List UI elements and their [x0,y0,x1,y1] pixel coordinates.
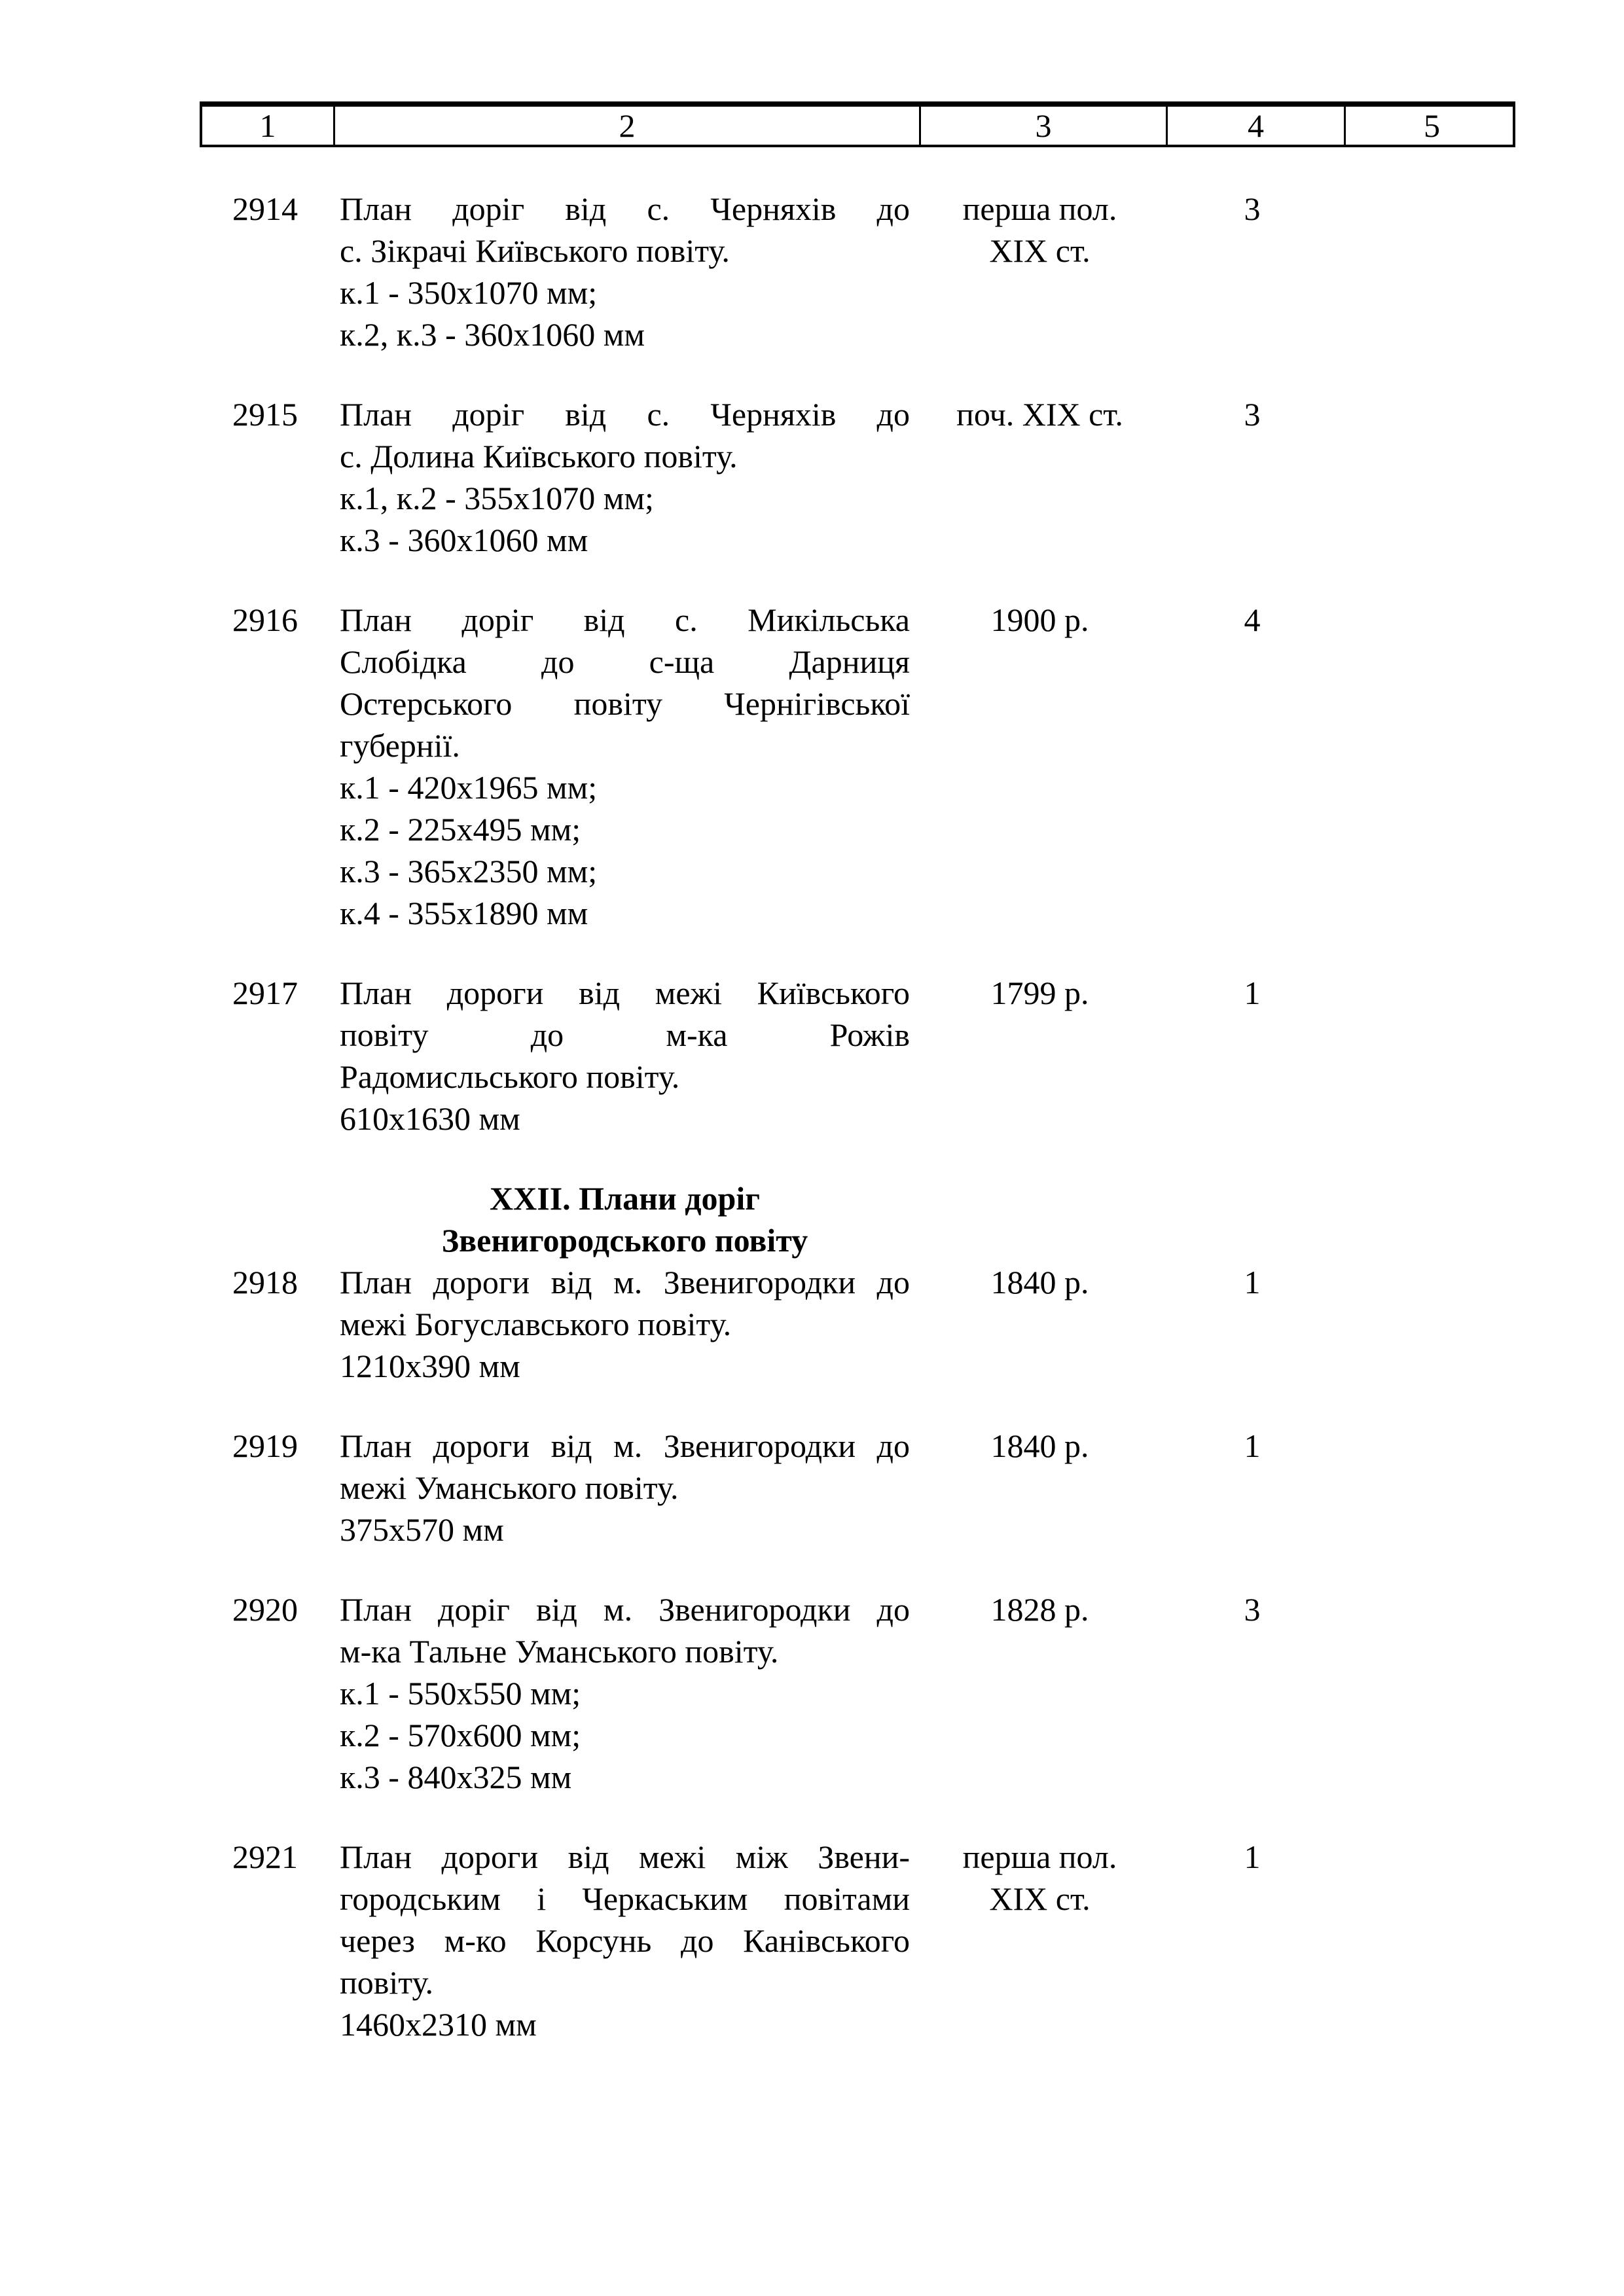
date-line: 1840 р. [990,1264,1089,1300]
date-line: XIX ст. [989,232,1091,269]
description-line: к.3 - 360х1060 мм [340,522,588,558]
entry-count: 3 [1244,1591,1261,1628]
date-line: поч. XIX ст. [956,396,1123,433]
description-line: План доріг від с. Микільська [340,601,910,638]
date-line: 1799 р. [990,975,1089,1011]
entry-date [916,1261,1163,1387]
section-heading-text [331,1177,916,1261]
entry-id: 2917 [232,975,298,1011]
entry-id: 2916 [232,601,298,638]
description-line: План дороги від м. Звенигородки до [340,1427,910,1464]
description-line: губернії. [340,727,460,764]
entry-id: 2919 [232,1427,298,1464]
entry-count: 3 [1244,190,1261,227]
entry-row [200,1425,1515,1551]
entry-row [200,972,1515,1139]
column-header-cell: 1 [259,107,276,144]
entry-date [916,1425,1163,1551]
description-line: План доріг від м. Звенигородки до [340,1591,910,1628]
section-heading [200,1177,1515,1261]
entry-id: 2918 [232,1264,298,1300]
description-line: городським і Черкаським повітами [340,1880,910,1917]
description-line: 1460х2310 мм [340,2006,537,2043]
entry-date [916,599,1163,934]
description-line: к.1 - 420х1965 мм; [340,769,598,806]
entry-row [200,188,1515,355]
entry-description [331,1425,916,1551]
date-line: 1900 р. [990,601,1089,638]
date-line: перша пол. [962,1839,1117,1875]
entry-description [331,393,916,561]
entry-count: 4 [1244,601,1261,638]
entry-row [200,599,1515,934]
extra-column-cell [1341,393,1515,561]
entry-id: 2920 [232,1591,298,1628]
entry-row [200,1588,1515,1798]
entry-count: 1 [1244,1839,1261,1875]
description-line: Радомисльського повіту. [340,1058,680,1095]
description-line: План дороги від м. Звенигородки до [340,1264,910,1300]
entry-date [916,1588,1163,1798]
entry-date [916,188,1163,355]
description-line: План дороги від межі між Звени- [340,1839,910,1875]
date-line: перша пол. [962,190,1117,227]
entry-description [331,972,916,1139]
description-line: к.4 - 355х1890 мм [340,895,588,931]
entry-count: 3 [1244,396,1261,433]
description-line: к.2 - 225х495 мм; [340,811,581,848]
description-line: к.3 - 840х325 мм [340,1759,572,1795]
description-line: повіту. [340,1964,433,2001]
entry-description [331,1588,916,1798]
description-line: 610х1630 мм [340,1100,520,1137]
entry-id: 2921 [232,1839,298,1875]
description-line: План доріг від с. Черняхів до [340,190,910,227]
description-line: План дороги від межі Київського [340,975,910,1011]
section-heading-line: Звенигородського повіту [441,1222,808,1259]
entry-count: 1 [1244,1427,1261,1464]
section-heading-line: XXII. Плани доріг [490,1180,760,1217]
description-line: Слобідка до с-ща Дарниця [340,643,910,680]
entry-date [916,972,1163,1139]
description-line: к.1, к.2 - 355х1070 мм; [340,480,654,516]
entry-row [200,1836,1515,2045]
description-line: к.1 - 550х550 мм; [340,1675,581,1712]
extra-column-cell [1341,1425,1515,1551]
entry-row [200,393,1515,561]
date-line: 1840 р. [990,1427,1089,1464]
description-line: к.1 - 350х1070 мм; [340,274,598,311]
entry-description [331,1836,916,2045]
extra-column-cell [1341,972,1515,1139]
entry-count: 1 [1244,975,1261,1011]
description-line: к.3 - 365х2350 мм; [340,853,598,889]
table-header [200,101,1515,147]
extra-column-cell [1341,599,1515,934]
description-line: через м-ко Корсунь до Канівського [340,1922,910,1959]
extra-column-cell [1341,1836,1515,2045]
column-header-cell: 4 [1166,107,1344,145]
entry-row [200,1261,1515,1387]
entry-description [331,599,916,934]
description-line: 1210х390 мм [340,1348,520,1384]
date-line: 1828 р. [990,1591,1089,1628]
column-header-cell: 2 [333,107,919,145]
entry-id: 2915 [232,396,298,433]
extra-column-cell [1341,1261,1515,1387]
description-line: межі Богуславського повіту. [340,1306,732,1342]
entry-date [916,393,1163,561]
description-line: План доріг від с. Черняхів до [340,396,910,433]
description-line: с. Зікрачі Київського повіту. [340,232,730,269]
entry-description [331,188,916,355]
entry-id: 2914 [232,190,298,227]
description-line: повіту до м-ка Рожів [340,1016,910,1053]
description-line: 375х570 мм [340,1511,504,1548]
description-line: к.2 - 570х600 мм; [340,1717,581,1753]
description-line: к.2, к.3 - 360х1060 мм [340,316,645,353]
extra-column-cell [1341,188,1515,355]
entry-date [916,1836,1163,2045]
catalog-table [200,101,1515,2083]
description-line: с. Долина Київського повіту. [340,438,738,475]
description-line: м-ка Тальне Уманського повіту. [340,1633,779,1670]
column-header-cell: 3 [919,107,1166,145]
entry-count: 1 [1244,1264,1261,1300]
date-line: XIX ст. [989,1880,1091,1917]
description-line: Остерського повіту Чернігівської [340,685,910,722]
entry-description [331,1261,916,1387]
column-header-cell: 5 [1344,107,1518,145]
description-line: межі Уманського повіту. [340,1469,679,1506]
extra-column-cell [1341,1588,1515,1798]
